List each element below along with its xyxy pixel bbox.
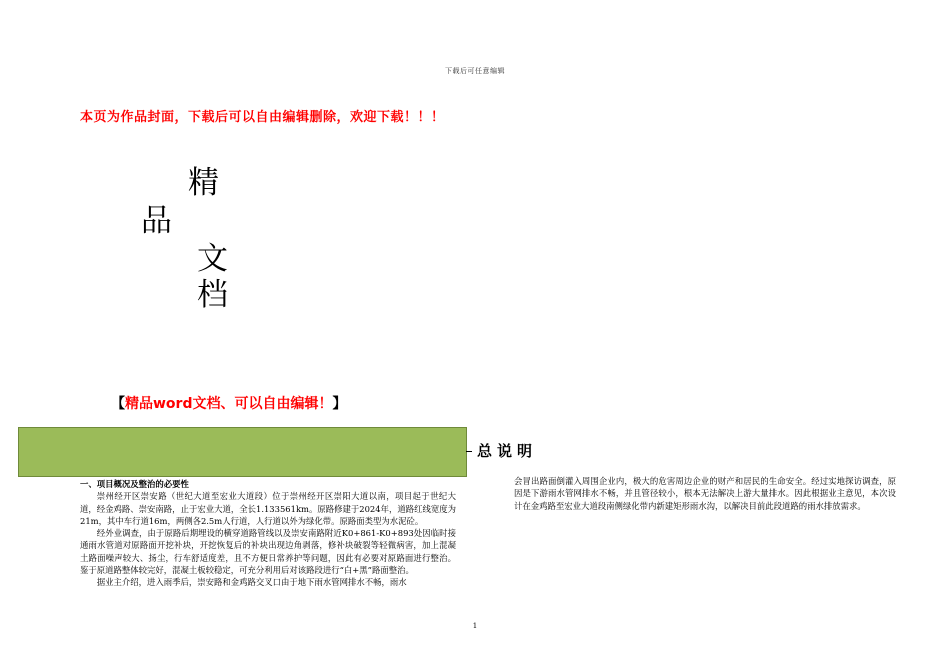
- section-title: 总说明: [477, 442, 538, 460]
- title-char-pin: 品: [141, 203, 172, 239]
- banner-connector-line: [466, 451, 472, 452]
- left-text-column: [80, 478, 456, 589]
- right-text-column: [514, 475, 896, 512]
- section-banner: [18, 427, 467, 477]
- word-notice-highlight: 精品word文档、可以自由编辑！: [125, 396, 333, 412]
- paragraph-field-survey: 经外业调查，由于原路后期埋设的横穿道路管线以及崇安南路附近K0+861-K0+893处因临时接通雨水管道对原路面开挖补块，开挖恢复后的补块出现边角剥落，修补块破裂等轻微病害，加上混凝土路面噪声较大、扬尘，行车舒适度差，且不方便日常养护等问题，因此有必要对原路面进行整治。鉴于原道路整体较完好，混凝土板较稳定，可充分利用后对该路段进行“白+黑”路面整治。: [80, 528, 456, 576]
- title-char-wen: 文: [197, 241, 228, 277]
- word-notice-close-bracket: 】: [332, 396, 347, 412]
- page-header-note: 下载后可任意编辑: [445, 67, 505, 75]
- title-char-dang: 档: [197, 277, 228, 313]
- paragraph-owner-report: 据业主介绍，进入雨季后，崇安路和金鸡路交叉口由于地下雨水管网排水不畅，雨水: [96, 577, 407, 588]
- cover-notice: 本页为作品封面，下载后可以自由编辑删除，欢迎下载！！！: [80, 110, 445, 125]
- word-notice: [111, 393, 346, 413]
- title-char-jing: 精: [188, 165, 219, 201]
- page-number: 1: [472, 622, 478, 630]
- section-heading: 一、项目概况及整治的必要性: [80, 479, 189, 489]
- word-notice-open-bracket: 【: [111, 396, 125, 412]
- paragraph-project-overview: 崇州经开区崇安路（世纪大道至宏业大道段）位于崇州经开区崇阳大道以南，项目起于世纪大道，经金鸡路、崇安南路，止于宏业大道，全长1.133561km。原路修建于2024年，道路红线宽度为21m，其中车行道16m，两侧各2.5m人行道，人行道以外为绿化带。原路面类型为水泥砼。: [80, 491, 456, 526]
- paragraph-drainage-solution: 会冒出路面倒灌入周围企业内，极大的危害周边企业的财产和居民的生命安全。经过实地探访调查，原因是下游雨水管网排水不畅，并且管径较小，根本无法解决上游大量排水。因此根据业主意见，本次设计在金鸡路至宏业大道段南侧绿化带内新建矩形雨水沟，以解决目前此段道路的雨水排放需求。: [514, 476, 896, 511]
